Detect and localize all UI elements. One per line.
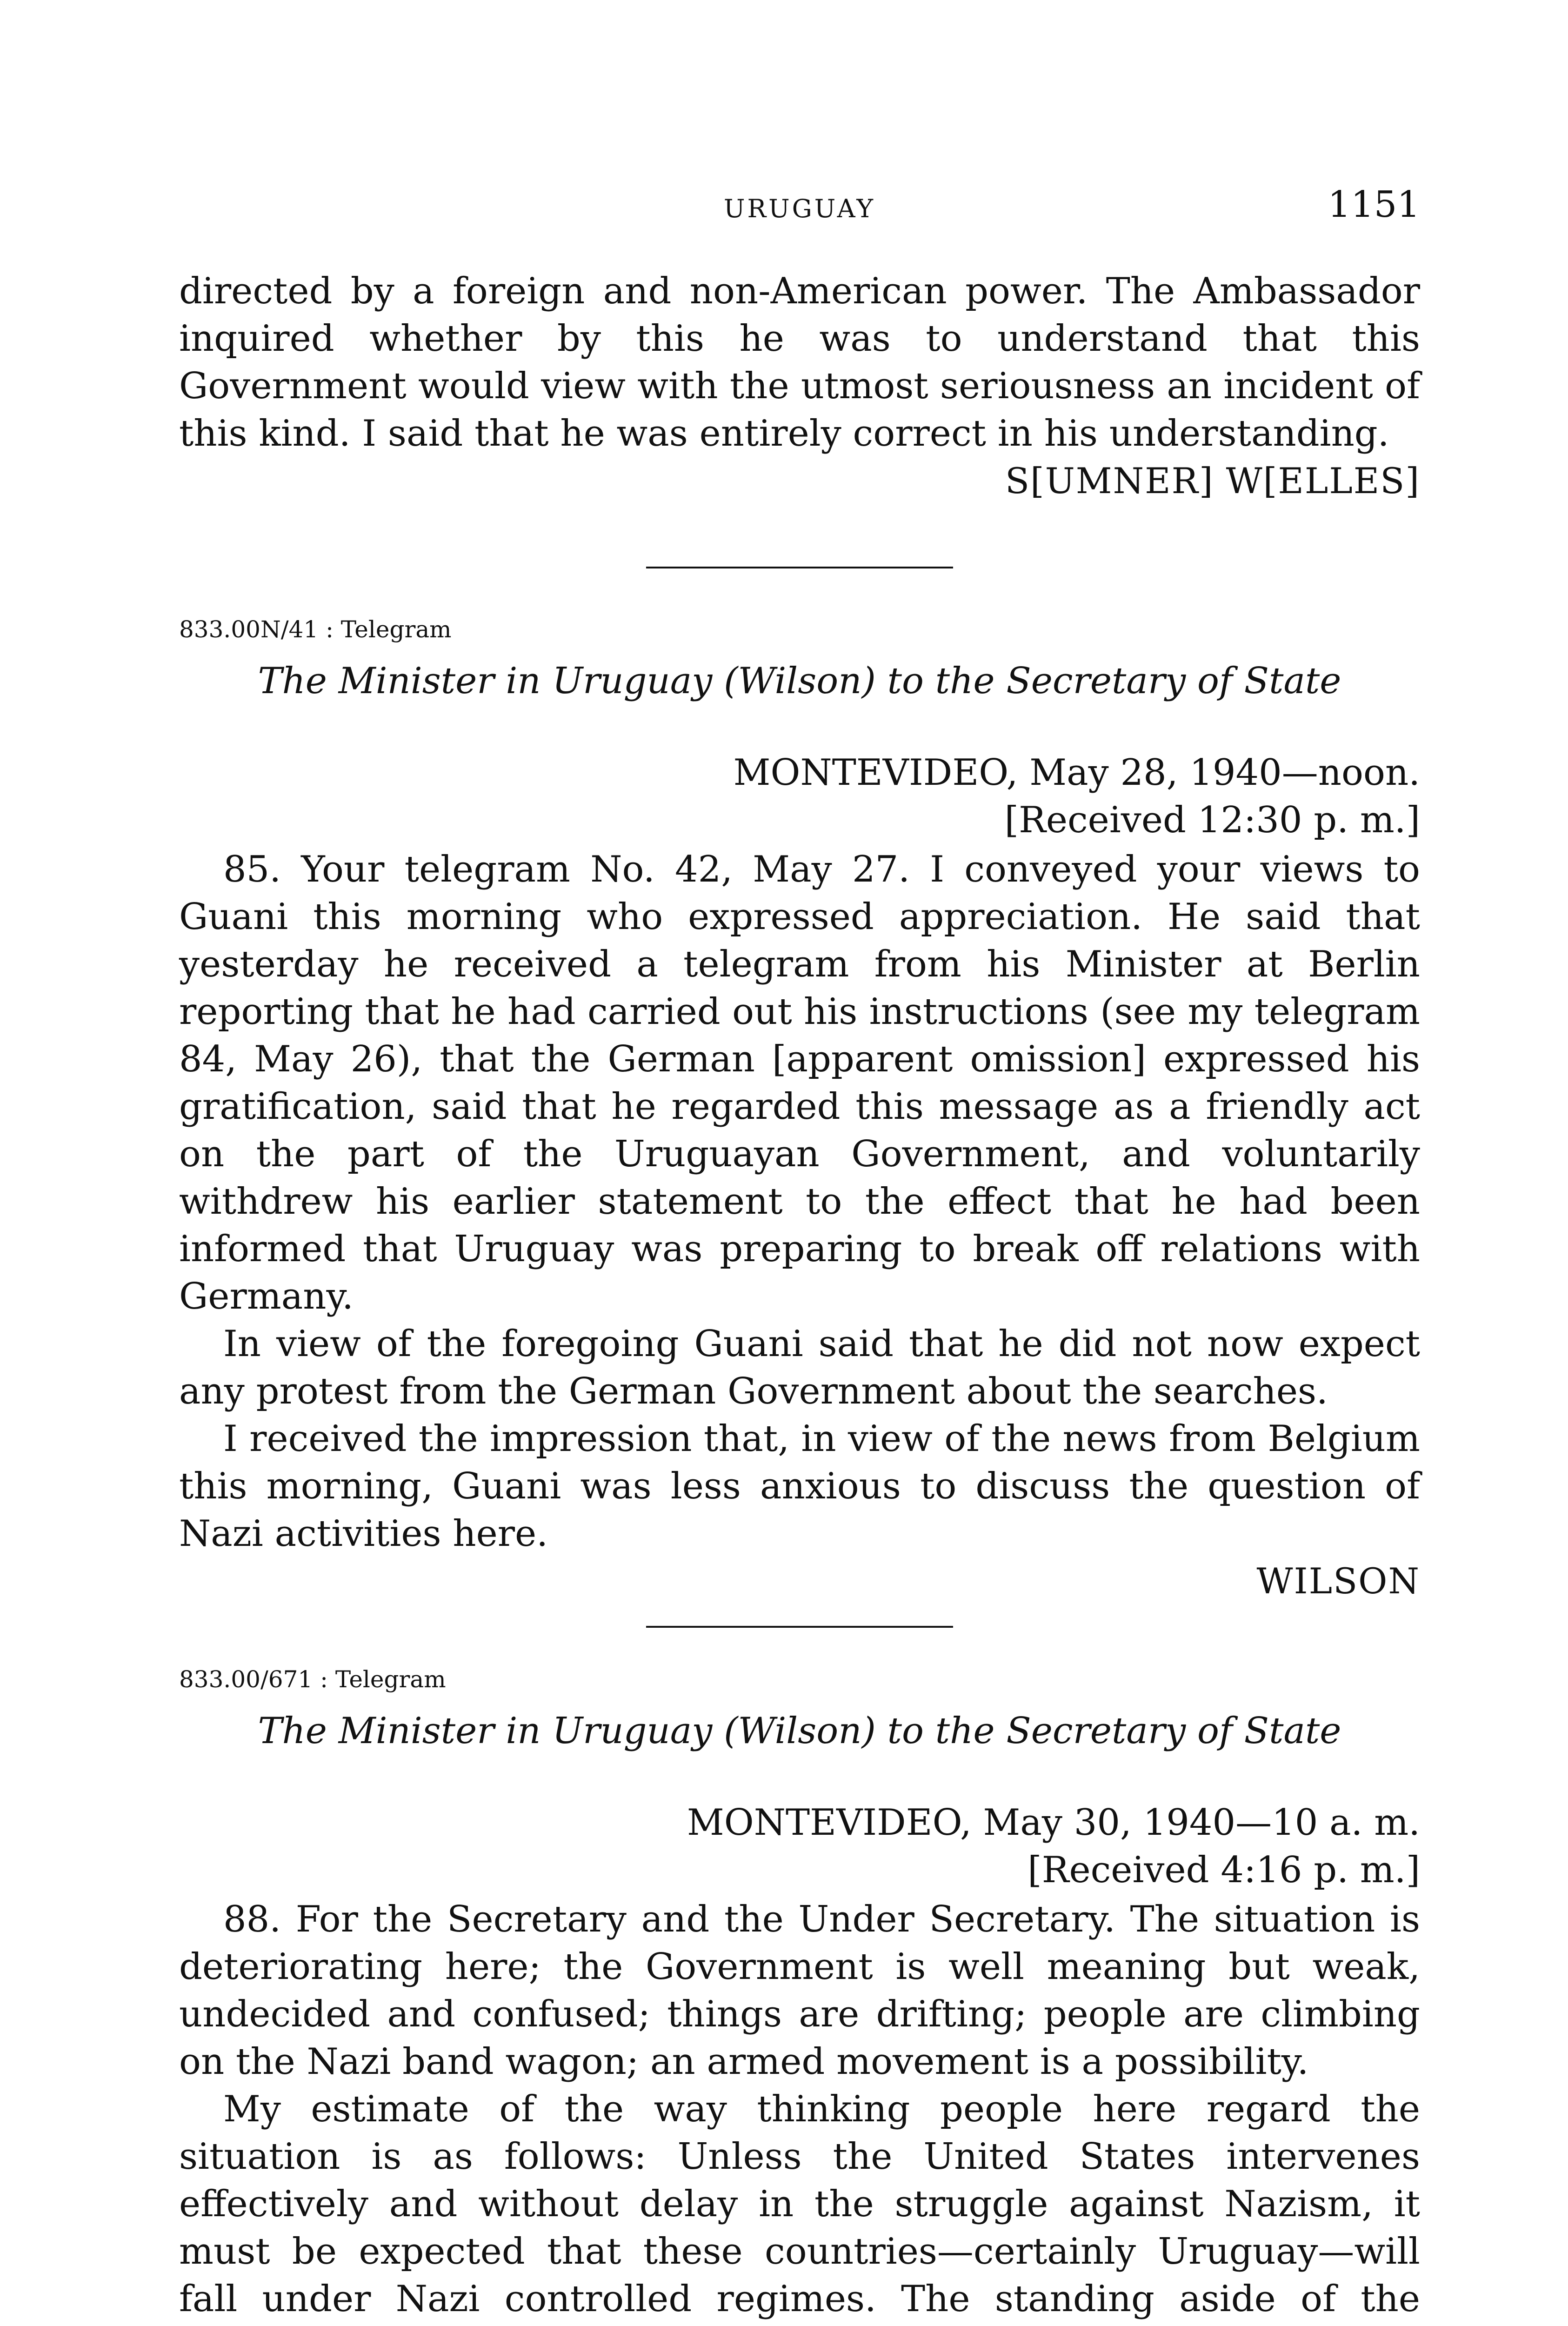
telegram-paragraph: 85. Your telegram No. 42, May 27. I conveyed your views to Guani this morning who expressed appreciation. He said that yesterday he received a telegram from his Minister at Berlin reporting that he had carried out his instructions (see my telegram 84, May 26), that the German [apparent omission] expressed his gratification, said that he regarded this message as a friendly act on the part of the Uruguayan Government, and voluntarily withdrew his earlier statement to the effect that he had been informed that Uruguay was preparing to break off relations with Germany. [179,849,1420,1317]
file-reference: 833.00/671 : Telegram [179,1666,446,1693]
document-title: The Minister in Uruguay (Wilson) to the Secretary of State [258,1710,1341,1752]
file-reference: 833.00N/41 : Telegram [179,616,452,643]
dateline: MONTEVIDEO, May 28, 1940—noon. [733,752,1420,794]
dateline: MONTEVIDEO, May 30, 1940—10 a. m. [687,1802,1420,1844]
telegram-section-1 [179,613,1420,1605]
received-note: [Received 12:30 p. m.] [1004,799,1420,841]
document-title: The Minister in Uruguay (Wilson) to the Secretary of State [258,660,1341,702]
telegram-paragraph: 88. For the Secretary and the Under Secretary. The situation is deteriorating here; the Government is well meaning but weak, undecided and confused; things are drifting; people are climbing on the Nazi band wagon; an armed movement is a possibility. [179,1898,1420,2083]
running-title: URUGUAY [723,194,876,223]
page-number: 1151 [1328,184,1420,226]
section-divider [646,1626,953,1628]
section-divider [646,567,953,568]
telegram-paragraph: In view of the foregoing Guani said that he did not now expect any protest from the German Government about the searches. [179,1323,1420,1412]
document-page [179,0,1420,2326]
telegram-paragraph: I received the impression that, in view of the news from Belgium this morning, Guani was less anxious to discuss the question of Nazi activities here. [179,1418,1420,1555]
opening-paragraph: directed by a foreign and non-American power. The Ambassador inquired whether by this he was to understand that this Government would view with the utmost seriousness an incident of this kind. I said that he was entirely correct in his understanding. [179,270,1420,455]
telegram-section-2 [179,1663,1420,2326]
telegram-paragraph: My estimate of the way thinking people here regard the situation is as follows: Unless the United States intervenes effectively and without delay in the struggle against Nazism, it must be expected that these countries—certainly Uruguay—will fall under Nazi controlled regimes. The standing aside of the [179,2088,1420,2320]
running-head [179,184,1420,240]
opening-section [179,267,1420,505]
telegram-signature: WILSON [1256,1560,1420,1602]
opening-signature: S[UMNER] W[ELLES] [1005,460,1420,501]
received-note: [Received 4:16 p. m.] [1028,1849,1420,1891]
